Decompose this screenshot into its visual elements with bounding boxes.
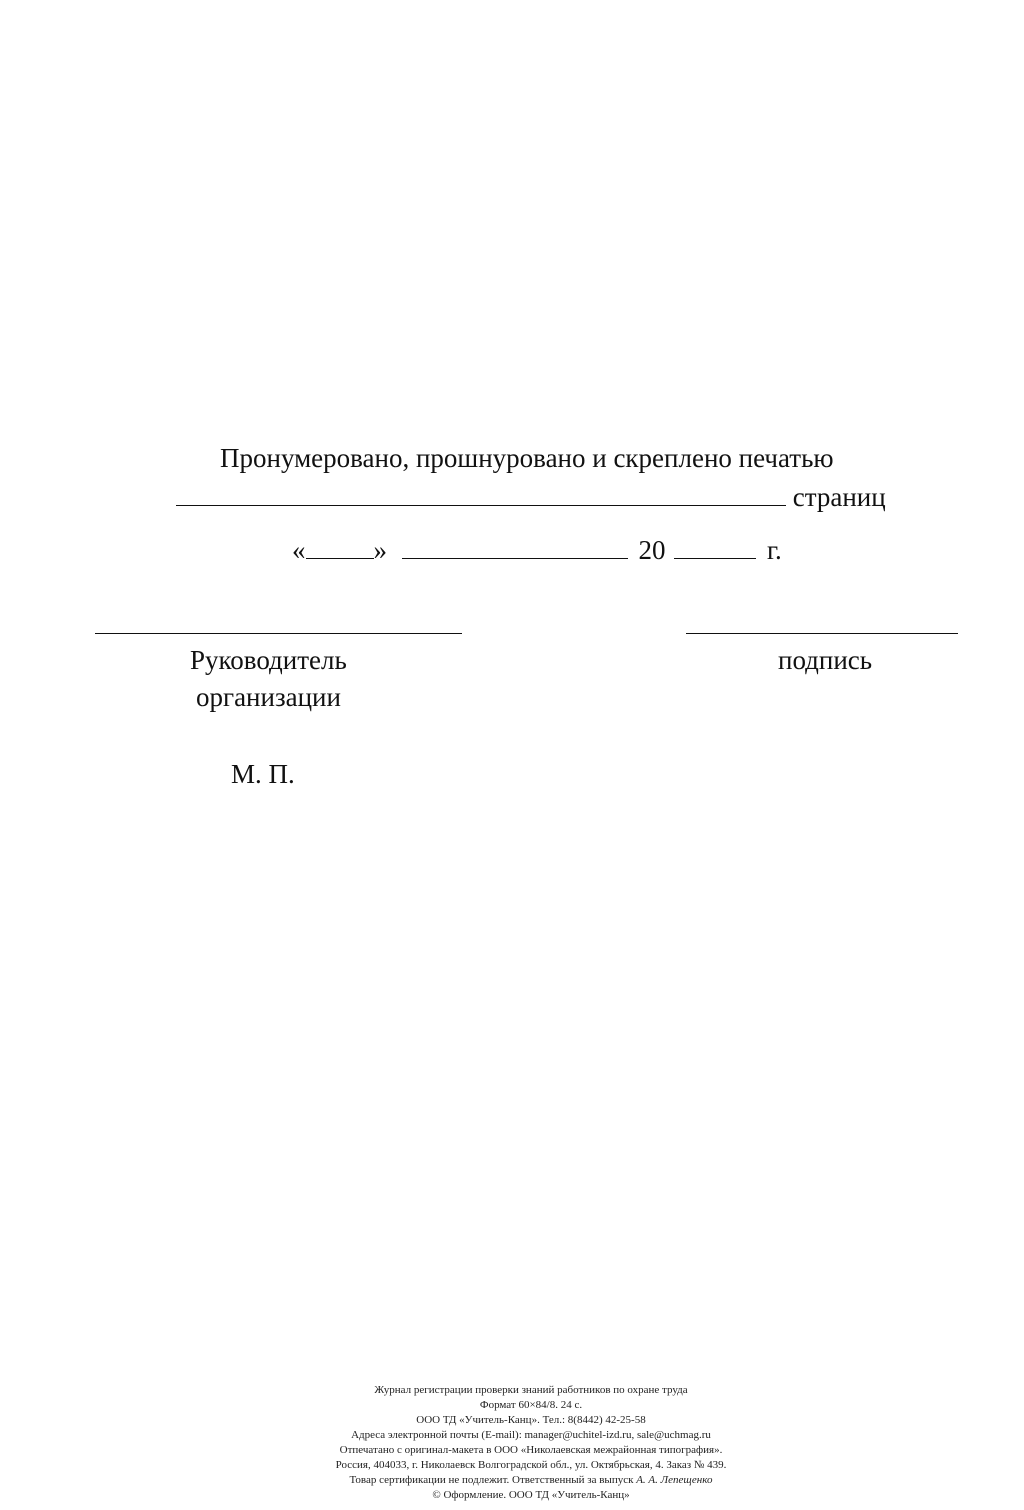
- imprint-publisher: ООО ТД «Учитель-Канц». Тел.: 8(8442) 42-25-58: [416, 1414, 646, 1426]
- year-suffix: г.: [767, 535, 782, 565]
- day-blank[interactable]: [306, 532, 374, 559]
- position-label-line1: Руководитель: [190, 645, 347, 675]
- stamp-label: М. П.: [231, 759, 295, 789]
- signature-label: подпись: [778, 645, 873, 675]
- imprint-title: Журнал регистрации проверки знаний работников по охране труда: [374, 1384, 688, 1396]
- pages-suffix: страниц: [792, 482, 886, 512]
- imprint-responsible: [0, 1473, 1024, 1488]
- imprint-format: Формат 60×84/8. 24 с.: [479, 1399, 583, 1411]
- date-line: [292, 532, 782, 566]
- imprint-address: Россия, 404033, г. Николаевск Волгоградской обл., ул. Октябрьская, 4. Заказ № 439.: [335, 1459, 727, 1471]
- year-prefix: 20: [638, 535, 666, 565]
- date-open-quote: «: [292, 535, 306, 565]
- imprint-responsible-prefix: Товар сертификации не подлежит. Ответственный за выпуск: [349, 1474, 634, 1486]
- month-blank[interactable]: [402, 532, 628, 559]
- imprint-responsible-name: А. А. Лепещенко: [636, 1474, 713, 1486]
- date-close-quote: »: [373, 535, 387, 565]
- certification-heading: Пронумеровано, прошнуровано и скреплено печатью: [220, 443, 834, 473]
- pages-line: [176, 479, 886, 513]
- signature-line[interactable]: [686, 633, 958, 634]
- pages-count-blank[interactable]: [176, 479, 786, 506]
- year-blank[interactable]: [674, 532, 756, 559]
- imprint-block: [0, 1383, 1024, 1503]
- imprint-design: © Оформление. ООО ТД «Учитель-Канц»: [432, 1489, 630, 1501]
- imprint-printed: Отпечатано с оригинал-макета в ООО «Николаевская межрайонная типография».: [339, 1444, 723, 1456]
- position-label-line2: организации: [196, 682, 341, 712]
- position-signature-line[interactable]: [95, 633, 462, 634]
- imprint-emails: Адреса электронной почты (E-mail): manager@uchitel-izd.ru, sale@uchmag.ru: [351, 1429, 711, 1441]
